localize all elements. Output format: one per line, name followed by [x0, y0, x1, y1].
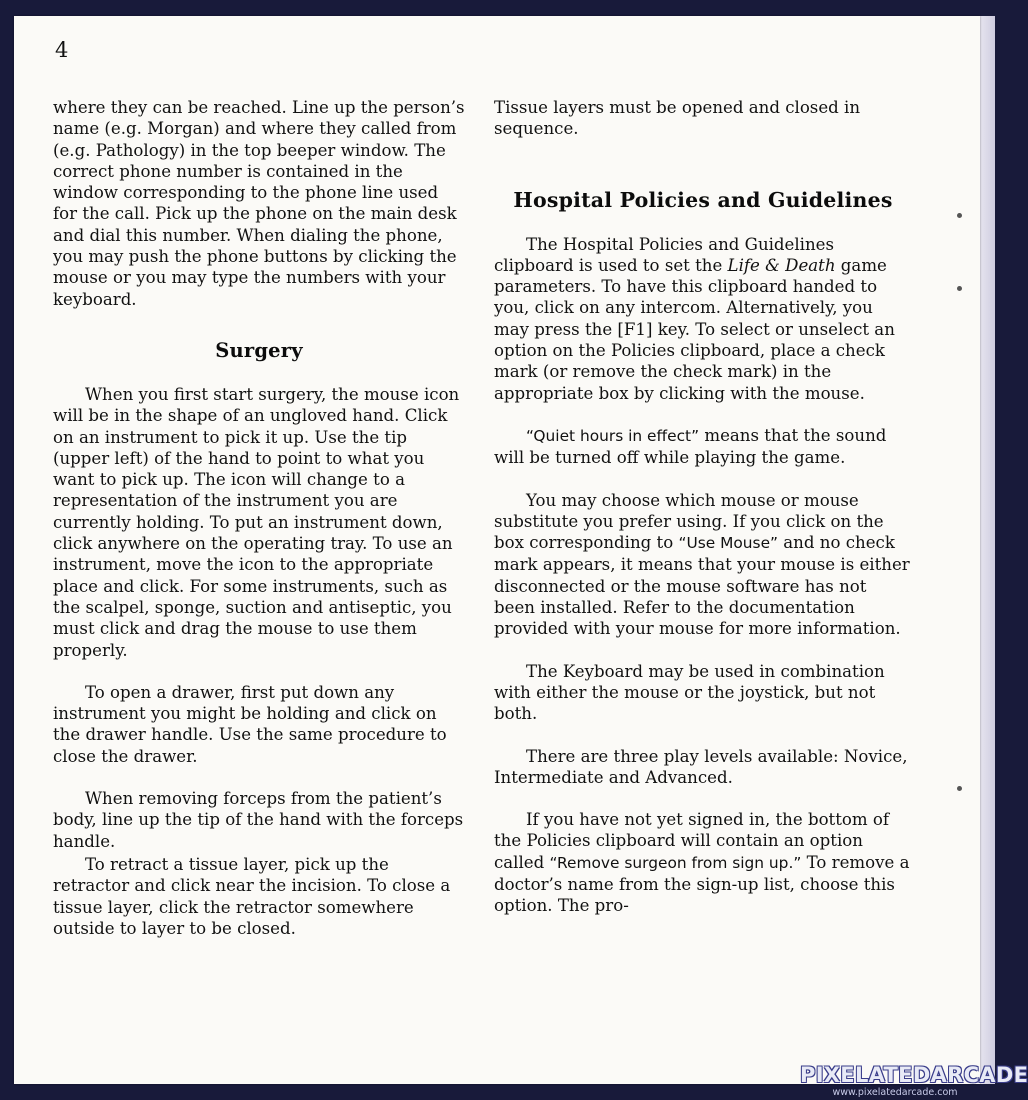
watermark-url: www.pixelatedarcade.com [832, 1087, 958, 1098]
intro-paragraph: where they can be reached. Line up the person’s name (e.g. Morgan) and where they called from (e.g. Pathology) in the top beeper window. The correct phone number is contained in the window corresponding to the phone line used for the call. Pick up the phone on the main desk and dial this number. When dialing the phone, you may push the phone buttons by clicking the mouse or you may type the numbers with your keyboard. [53, 98, 465, 309]
watermark [800, 1063, 1028, 1098]
policies-paragraph-1-start: The Hospital Policies and Guidelines clipboard is used to set the [494, 234, 835, 275]
intro-paragraph: Tissue layers must be opened and closed in sequence. [494, 98, 861, 139]
surgery-heading: Surgery [215, 338, 303, 362]
game-title: Life & Death [727, 255, 836, 275]
policies-paragraph-6-start: If you have not yet signed in, the bottom of the Policies clipboard will contain an option called [494, 810, 890, 872]
policies-paragraph-3-end: and no check mark appears, it means that your mouse is either disconnected or the mouse software has not been installed. Refer to the documentation provided with your mouse for more information. [494, 533, 910, 639]
policies-paragraph-4: The Keyboard may be used in combination with either the mouse or the joystick, but not both. [494, 661, 885, 724]
policies-paragraph-2-rest: means that the sound will be turned off while playing the game. [494, 425, 887, 468]
surgery-paragraph-2: To open a drawer, first put down any instrument you might be holding and click on the drawer handle. Use the same procedure to close the drawer. [53, 682, 447, 766]
right-column [494, 97, 912, 917]
policies-paragraph-2 [494, 425, 912, 469]
use-mouse-option: “Use Mouse” [678, 534, 779, 553]
quiet-hours-option: “Quiet hours in effect” [526, 426, 700, 445]
surgery-paragraph-4: To retract a tissue layer, pick up the retractor and click near the incision. To close a tissue layer, click the retractor somewhere outside to layer to be closed. [53, 854, 451, 938]
watermark-title: PIXELATEDARCADE [800, 1063, 1028, 1087]
policies-heading: Hospital Policies and Guidelines [513, 187, 893, 212]
policies-paragraph-1 [494, 234, 912, 404]
binder-mark [957, 213, 962, 218]
binder-mark [957, 286, 962, 291]
left-column [53, 97, 465, 939]
policies-paragraph-6-end: To remove a doctor’s name from the sign-up list, choose this option. The pro- [494, 852, 910, 916]
policies-paragraph-5: There are three play levels available: Novice, Intermediate and Advanced. [494, 746, 908, 787]
page-edge [979, 16, 995, 1084]
policies-paragraph-6 [494, 809, 912, 916]
page-number: 4 [55, 38, 69, 62]
surgery-paragraph-1: When you first start surgery, the mouse icon will be in the shape of an ungloved hand. Click on an instrument to pick it up. Use the tip (upper left) of the hand to point to what you want to pick up. The icon will change to a representation of the instrument you are currently holding. To put an instrument down, click anywhere on the operating tray. To use an instrument, move the icon to the appropriate place and click. For some instruments, such as the scalpel, sponge, suction and antiseptic, you must click and drag the mouse to use them properly. [53, 384, 460, 660]
binder-mark [957, 786, 962, 791]
policies-paragraph-3-start: You may choose which mouse or mouse substitute you prefer using. If you click on the box corresponding to [494, 490, 884, 553]
remove-surgeon-option: “Remove surgeon from sign up.” [549, 853, 802, 872]
policies-paragraph-1-end: game parameters. To have this clipboard handed to you, click on any intercom. Alternatively, you may press the [F1] key. To select or unselect an option on the Policies clipboard, place a check mark (or remove the check mark) in the appropriate box by clicking with the mouse. [494, 255, 895, 403]
policies-paragraph-3 [494, 490, 912, 640]
surgery-paragraph-3: When removing forceps from the patient’s body, line up the tip of the hand with the forceps handle. [53, 789, 464, 851]
